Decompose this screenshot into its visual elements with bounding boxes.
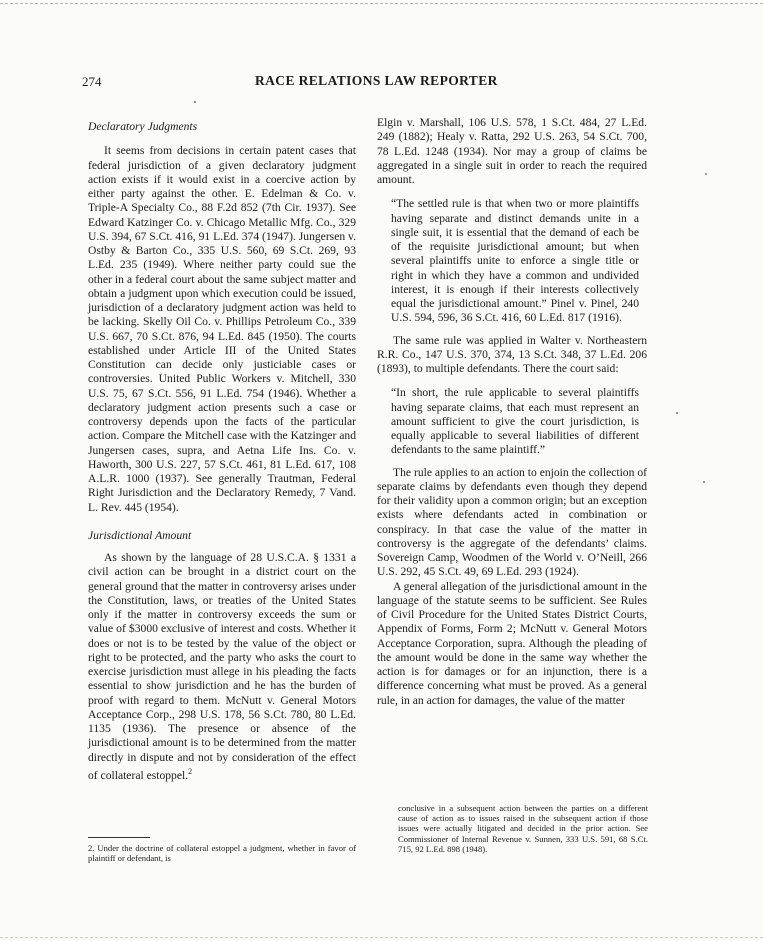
- scan-speck: [194, 101, 196, 103]
- scan-speck: [703, 481, 705, 483]
- quote-walter: “In short, the rule applicable to several plaintiffs having separate claims, that each must represent an amount sufficient to give the court jurisdiction, is equally applicable to several liabilities of different defendants to the same plaintiff.”: [391, 386, 639, 457]
- heading-declaratory-judgments: Declaratory Judgments: [88, 120, 198, 133]
- bottom-scan-edge: [0, 937, 763, 938]
- footnote-2: 2. Under the doctrine of collateral estoppel a judgment, whether in favor of plaintiff or defendant, is: [88, 843, 356, 864]
- paragraph-walter: The same rule was applied in Walter v. Northeastern R.R. Co., 147 U.S. 370, 374, 13 S.Ct. 348, 37 L.Ed. 206 (1893), to multiple defendants. There the court said:: [377, 333, 647, 375]
- footnote-marker: 2: [188, 766, 193, 776]
- left-column: [88, 116, 356, 783]
- paragraph-enjoin: The rule applies to an action to enjoin the collection of separate claims by defendants even though they depend for their validity upon a common origin; but an exception exists where defendants acted in combination or conspiracy. In that case the value of the matter in controversy is the aggregate of the defendants’ claims. Sovereign Camp, Woodmen of the World v. O’Neill, 266 U.S. 292, 45 S.Ct. 49, 69 L.Ed. 293 (1924).: [377, 465, 647, 579]
- running-head: RACE RELATIONS LAW REPORTER: [255, 73, 498, 88]
- scan-speck: [676, 412, 678, 414]
- paragraph-declaratory: It seems from decisions in certain patent cases that federal jurisdiction of a given declaratory judgment action exists if it would exist in a coercive action by either party against the other. E. Edelman & Co. v. Triple-A Specialty Co., 88 F.2d 852 (7th Cir. 1937). See Edward Katzinger Co. v. Chicago Metallic Mfg. Co., 329 U.S. 394, 67 S.Ct. 416, 91 L.Ed. 374 (1947). Jungersen v. Ostby & Barton Co., 335 U.S. 560, 69 S.Ct. 269, 93 L.Ed. 235 (1949). Where neither party could sue the other in a federal court about the same subject matter and obtain a judgment upon which execution could be issued, jurisdiction of a declaratory judgment action was held to be lacking. Skelly Oil Co. v. Phillips Petroleum Co., 339 U.S. 667, 70 S.Ct. 876, 94 L.Ed. 845 (1950). The courts established under Article III of the United States Constitution can decide only justiciable cases or controversies. United Public Workers v. Mitchell, 330 U.S. 75, 67 S.Ct. 556, 91 L.Ed. 754 (1946). Whether a declaratory judgment action presents such a case or controversy depends upon the facts of the particular action. Compare the Mitchell case with the Katzinger and Jungersen cases, supra, and Aetna Life Ins. Co. v. Haworth, 300 U.S. 227, 57 S.Ct. 461, 81 L.Ed. 617, 108 A.L.R. 1000 (1937). See generally Trautman, Federal Right Jurisdiction and the Declaratory Remedy, 7 Vand. L. Rev. 445 (1954).: [88, 144, 356, 514]
- top-scan-edge: [0, 3, 763, 4]
- quote-pinel: “The settled rule is that when two or more plaintiffs having separate and distinct demands unite in a single suit, it is essential that the demand of each be of the requisite jurisdictional amount; but when several plaintiffs unite to enforce a single title or right in which they have a common and undivided interest, it is enough if their interests collectively equal the jurisdictional amount.” Pinel v. Pinel, 240 U.S. 594, 596, 36 S.Ct. 416, 60 L.Ed. 817 (1916).: [391, 197, 639, 325]
- scan-speck: [705, 173, 707, 175]
- paragraph-elgin: Elgin v. Marshall, 106 U.S. 578, 1 S.Ct. 484, 27 L.Ed. 249 (1882); Healy v. Ratta, 292 U.S. 263, 54 S.Ct. 700, 78 L.Ed. 1248 (1934). Nor may a group of claims be aggregated in a single suit in order to reach the required amount.: [377, 116, 647, 186]
- paragraph-text: As shown by the language of 28 U.S.C.A. § 1331 a civil action can be brought in a district court on the general ground that the matter in controversy arises under the Constitution, laws, or treaties of the United States only if the matter in controversy exceeds the sum or value of $3000 exclusive of interest and costs. Whether it does or not is to be tested by the value of the object or right to be protected, and the party who asks the court to exercise jurisdiction must allege in his pleading the facts essential to show jurisdiction and he has the burden of proof with regard to them. McNutt v. General Motors Acceptance Corp., 298 U.S. 178, 56 S.Ct. 780, 80 L.Ed. 1135 (1936). The presence or absence of the jurisdictional amount is to be determined from the matter directly in dispute and not by consideration of the effect of collateral estoppel.: [88, 551, 356, 782]
- heading-jurisdictional-amount: Jurisdictional Amount: [88, 528, 192, 542]
- paragraph-general-allegation: A general allegation of the jurisdictional amount in the language of the statute seems to be sufficient. See Rules of Civil Procedure for the United States District Courts, Appendix of Forms, Form 2; McNutt v. General Motors Acceptance Corporation, supra. Although the pleading of the amount would be done in the same way whether the action is for damages or for an injunction, there is a difference concerning what must be proved. As a general rule, in an action for damages, the value of the matter: [377, 579, 647, 707]
- page-number: 274: [82, 74, 102, 89]
- right-column: [377, 116, 647, 708]
- footnote-2-continued: conclusive in a subsequent action between the parties on a different cause of action as to issues raised in the subsequent action if those issues were actually litigated and decided in the prior action. See Commissioner of Internal Revenue v. Sunnen, 333 U.S. 591, 68 S.Ct. 715, 92 L.Ed. 898 (1948).: [398, 803, 648, 854]
- paragraph-jurisdictional-amount: [88, 551, 356, 783]
- footnote-rule: [88, 837, 150, 838]
